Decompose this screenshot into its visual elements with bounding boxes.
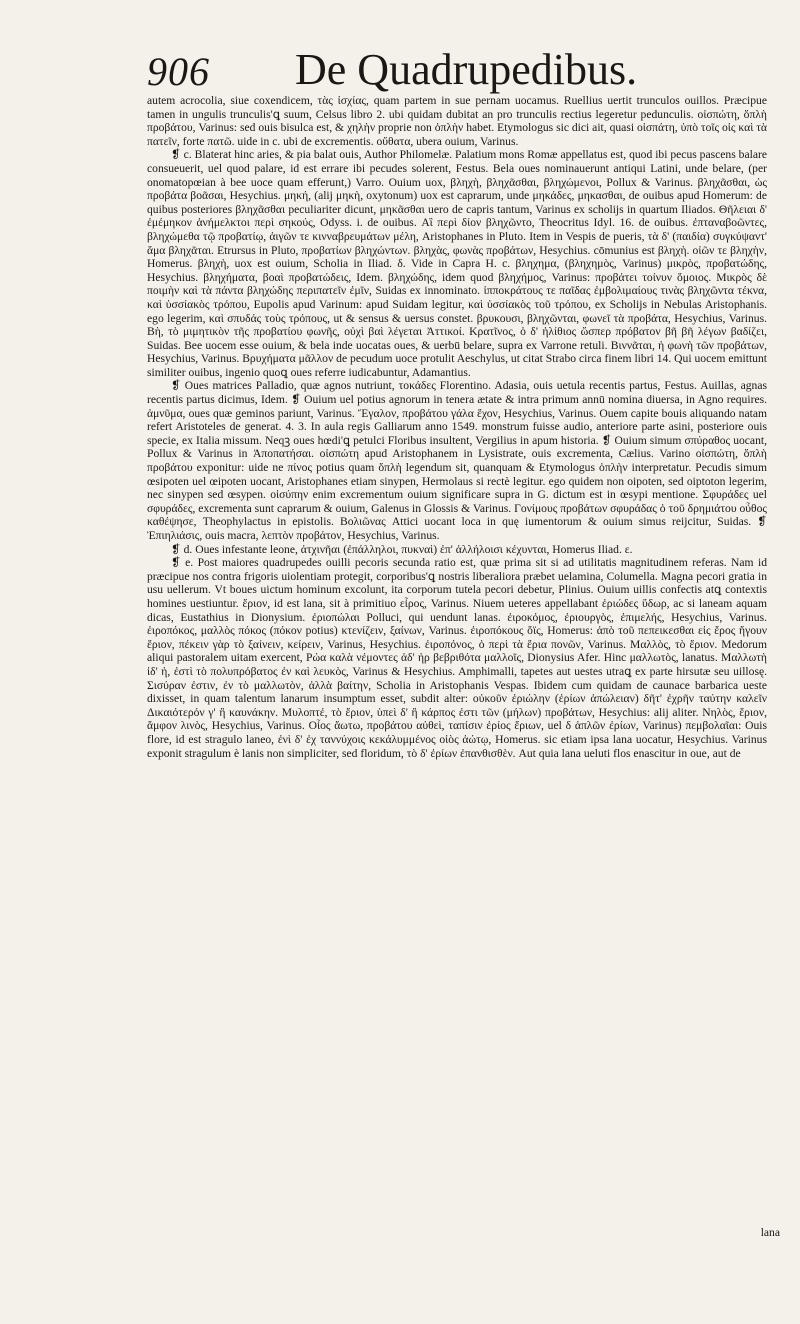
paragraph: autem acrocolia, siue coxendicem, τὰς ἰσχίας, quam partem in sue pernam uocamus. Ruellius uertit trunculos ouillos. Præcipue tamen in ungulis trunculis'ꝗ suum, Celsus libro 2. ubi quidam dubitat an pro trunculis rectius legeretur pedunculis. οἰσπώτη, ὅπλὴ προβάτου, Varinus: sed ouis bisulca est, & χηλὴν proprie non ὁπλὴν habet. Etymologus sic dici ait, quasi οἰσπάτη, ὑπὸ τοῖς οἰς καὶ τὰ πατεῖν, forte πατῶ. uide in c. ubi de excrementis. οὔθατα, ubera ouium, Varinus.	[147, 94, 767, 148]
paragraph: ❡ Oues matrices Palladio, quæ agnos nutriunt, τοκάδες Florentino. Adasia, ouis uetula recentis partus, Festus. Auillas, agnas recentis partus dicimus, Idem. ❡ Ouium uel potius agnorum in tenera ætate & intra primum annū nomina diuersa, in Agno requires. ἀμνῦμα, oues quæ geminos pariunt, Varinus. Ἔγαλον, προβάτου γάλα ἔχον, Hesychius, Varinus. Ouem capite bouis aliquando natam refert Aristoteles de generat. 4. 3. In aula regis Galliarum anno 1549. monstrum fuisse audio, anteriore parte asini, posteriore ouis specie, ex Italia missum. Neqꝫ oues hœdi'ꝗ petulci Floribus insultent, Vergilius in apum historia. ❡ Ouium simum σπύραθος uocant, Pollux & Varinus in Ἀποπατήσαι. οἰσπώτη apud Aristophanem in Lysistrate, ouis excrementa, Cælius. Varino οἰσπώτη, ὅπλὴ προβάτου exponitur: uide ne πίνος potius quam ὅπλὴ legendum sit, quanquam & Etymologus ὁπλὴν interpretatur. Pecudis simum œsipoten uel œipoten uocant, Aristophanes etiam sinypen, Hermolaus si rectè legitur. ego quidem non oipoten, sed oiptoton legerim, nec sinypen sed œsypen. οἰσύπην enim excrementum ouium significare supra in G. dictum est in œsypi mentione. Σφυράδες uel σφυράδες, excrementa sunt caprarum & ouium, Galenus in Glossis & Varinus. Γονίμους προβάτων σφυράδας ὁ τοῦ δρημιάτου οὖθος καθέψησε, Theophylactus in epistolis. Βολιῶνας Attici uocant loca in quę iumentorum & ouium simus reijcitur, Suidas. ❡ Ἐπιηλιάσις, ouis macra, λεπτὸν προβάτον, Hesychius, Varinus.	[147, 379, 767, 542]
page-number: 906	[147, 49, 210, 94]
page-header	[147, 44, 787, 96]
body-text	[147, 94, 767, 760]
paragraph: ❡ e. Post maiores quadrupedes ouilli pecoris secunda ratio est, quæ prima sit si ad utilitatis magnitudinem referas. Nam id præcipue nos contra frigoris uiolentiam protegit, corporibus'ꝗ nostris liberaliora præbet uelamina, Columella. Magna pecori gratia in usu uellerum. Vt boues uictum hominum excolunt, ita corporum tutela pecori debetur, Plinius. Ouium uillis confectis atꝗ contextis homines uestiuntur. ἔριον, id est lana, sit à primitiuo εἶρος, Varinus. Niuem ueteres appellabant ἐριώδες ὕδωρ, ac si laneam aquam dicas, Eustathius in Dionysium. ἐριοπώλαι Polluci, qui uendunt lanas. ἐιροκόμος, ἐριουργὸς, ἐπιμελής, Hesychius, Varinus. ἐιροπόκος, μαλλὸς πόκος (πόκον potius) κτενίζειν, ξαίνων, Varinus. ἐιροπόκους ὄϊς, Homerus: ἀπὸ τοῦ πεπεικεσθαι εἰς ἔρος ἤγουν ἔριον, πέκειν γὰρ τὸ ξαίνειν, κείρειν, Varinus, Hesychius. ἐιροπόνος, ὁ περὶ τὰ ἔρια πονῶν, Varinus. Μαλλὸς, τὸ ἔριον. Medorum aliqui pastoralem uitam exercent, Ρώα καλὰ νέμοντες ἀδ' ἠρ βεβριθότα μαλλοῖς, Dionysius Afer. Hinc μαλλωτὸς, lanatus. Μαλλωτὴ ἰδ' ἡ, ἐστὶ τὸ πολυπρόβατος ἐν καὶ λευκὸς, Varinus & Hesychius. Amphimalli, tapetes aut uestes utraꝗ ex parte hirsutæ seu uillosę. Σισύραν ἐστιν, ἐν τὸ μαλλωτὸν, ἀλλὰ βαίτην, Scholia in Aristophanis Vespas. Ibidem cum quidam de caunace barbarica ueste dixisset, in quam talentum lanarum insumptum esset, subdit alter: οὐκοῦν ἐριώλην (ἐρίων ἀπώλειαν) δῆτ' ἐχρῆν ταύτην καλεῖν Δικαιότερόν γ' ἢ καυνάκην. Μυλοπτέ, τὸ ἔριον, ὑπεὶ δ' ἢ κάρπος ἐστι τῶν (μήλων) προβάτων, Hesychius: alij aliter. Νηλὸς, ἔριον, ἄμφον λινὸς, Hesychius, Varinus. Οἶος ἄωτω, προβάτου αὐθεὶ, ταπίσιν ἐρίος ἔριων, uel δ ἀπλῶν ἐρίων, Varinus) πεμβολαῖαι: Ouis flore, id est stragulo laneo, ἐνὶ δ' ἐχ ταννύχοις κεκάλυμμένος οἰὸς ἀώτῳ, Homerus. sic etiam ipsa lana uocatur, Hesychius. Varinus exponit stragulum è lanis non simpliciter, sed floridum, τὸ δ' ἐρίων ἐπανθισθὲν. Aut quia lana ueluti flos enascitur in oue, aut de	[147, 556, 767, 760]
running-head: De Quadrupedibus.	[295, 45, 638, 94]
catchword: lana	[760, 1226, 780, 1239]
paragraph: ❡ c. Blaterat hinc aries, & pia balat ouis, Author Philomelæ. Palatium mons Romæ appellatus est, quod ibi pecus pascens balare consueuerit, uel quod palare, id est errare ibi pecudes solerent, Festus. Bela oues nominauerunt antiqui Latini, unde belare, (per onomatopœian à bee uoce quam efferunt,) Varro. Ouium uox, βληχὴ, βληχᾶσθαι, βληχώμενοι, Pollux & Varinus. βληχᾶσθαι, ὡς προβάτα βοᾶσαι, Hesychius. μηκή, (alij μηκὴ, oxytonum) uox est caprarum, unde μηκάδες, μηκασθαι, de ouibus apud Homerum: de quibus posteriores βληχᾶσθαι peculiariter dicunt, μηκᾶσθαι uero de capris tantum, Varinus ex scholijs in quartum Iliados. Θῆλειαι δ' ἐμέμηκον ἀνήμελκτοι περὶ σηκούς, Odyss. i. de ouibus. Αἳ περὶ δίον βληχῶντο, Theocritus Idyl. 16. de ouibus. ἐπταναβοῶντες, βληχώμεθα τῷ προβατίῳ, ἀιγῶν τε κινναβρευμάτων μέλη, Aristophanes in Pluto. Item in Vespis de pueris, τὰ δ' (παιδία) συγκύψαντ' ἅμα βληχᾶται. Etrursus in Pluto, προβατίων βληχώντων. βληχὰς, φωνὰς προβάτων, Hesychius. cōmunius est βληχὴ. οἰῶν τε βληχὴν, Homerus. βληχὴ, uox est ouium, Scholia in Iliad. δ. Vide in Capra H. c. βληχημα, (βληχημὸς, Varinus) μικρὸς, προβατώδης, Hesychius. βληχήματα, βοαὶ προβατώδεις, Idem. βληχώδης, idem quod βληχήμος, Varinus: προβάτει τοίνυν ὅμοιος. Μικρὸς δὲ ποιμὴν καὶ τὰ πάντα βληχώδης περιπατεῖν ἐμῖν, Suidas ex innominato. ἱπποκράτους τε παῖδας ἐμβολιμαίους τινὰς βληχῶντα τέκνα, καὶ ὑσσίακὸς τρόπου, Eupolis apud Varinum: apud Suidam legitur, καὶ ὑσσίακὸς τοῦ τρόπου, ex Scholijs in Nebulas Aristophanis. ego legerim, καὶ σπυδάς τοὺς τρόπους, ut & sensus & uersus constet. βρυκουσι, βληχῶνται, φωνεῖ τὰ προβάτα, Hesychius, Varinus. Βὴ, τὸ μιμητικὸν τῆς προβατίου φωνῆς, οὐχὶ βαὶ λέγεται Ἀττικοί. Κρατῖνος, ὁ δ' ἠλίθιος ὥσπερ πρόβατον βῆ βῆ λέγων βαδίζει, Suidas. Bee uocem esse ouium, & bela inde uocatas oues, & uerbū belare, supra ex Varrone retuli. Βιννᾶται, ἡ φωνὴ τῶν προβάτων, Hesychius, Varinus. Βρυχήματα μᾶλλον de pecudum uoce protulit Aeschylus, ut citat Strabo circa finem libri 14. Qui uocem emittunt similiter ouibus, ingenio quoꝗ oues referre iudicabuntur, Adamantius.	[147, 148, 767, 379]
paragraph: ❡ d. Oues infestante leone, ἀτχινῆαι (ἐπάλληλοι, πυκναὶ) ἐπ' ἀλλήλοισι κέχυνται, Homerus Iliad. ε.	[171, 542, 633, 556]
